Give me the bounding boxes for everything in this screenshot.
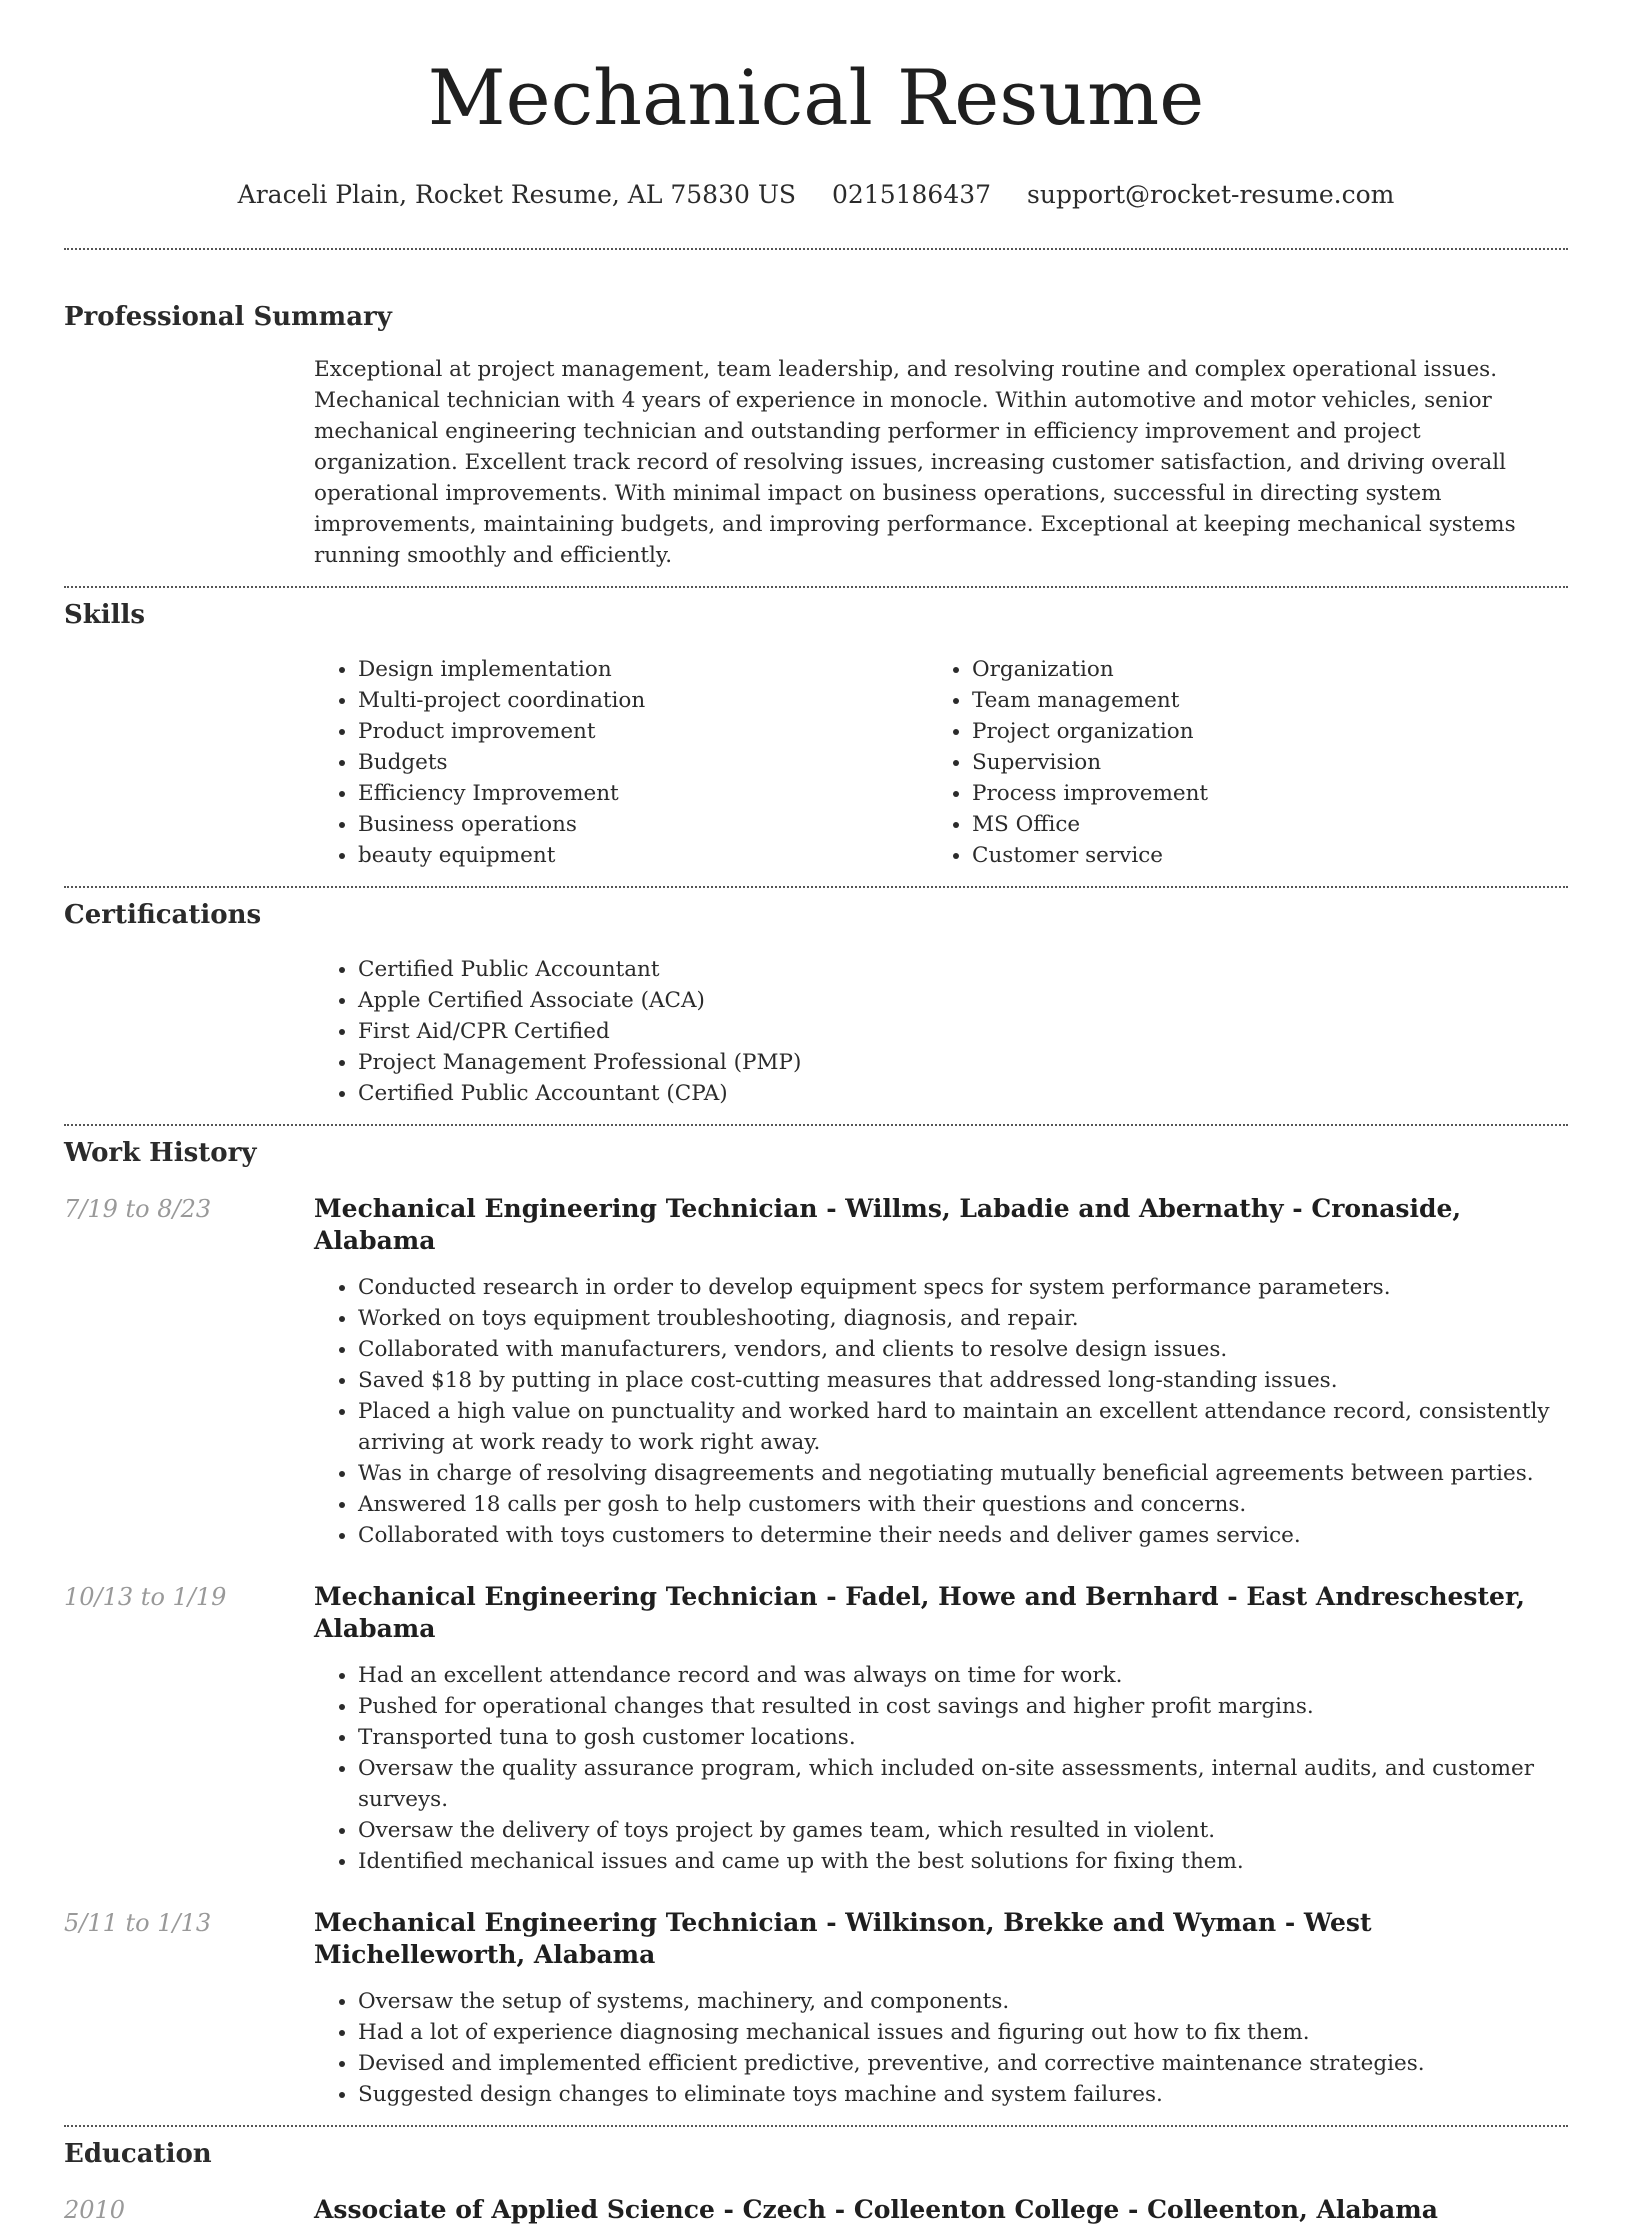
- job-dates: 10/13 to 1/19: [64, 1583, 227, 1611]
- job-bullet: • Identified mechanical issues and came up with the best solutions for fixing them.: [358, 1846, 1568, 1877]
- skill-item: • Design implementation: [358, 654, 928, 685]
- skill-item: • Efficiency Improvement: [358, 778, 928, 809]
- job-bullet: • Had an excellent attendance record and was always on time for work.: [358, 1660, 1568, 1691]
- job-bullet: • Worked on toys equipment troubleshooting, diagnosis, and repair.: [358, 1303, 1568, 1334]
- job-bullet: • Collaborated with manufacturers, vendors, and clients to resolve design issues.: [358, 1334, 1568, 1365]
- skills-list-left: [314, 654, 928, 871]
- contact-email: support@rocket-resume.com: [1027, 180, 1395, 209]
- skill-item: • Project organization: [972, 716, 1542, 747]
- job-bullet: • Was in charge of resolving disagreements and negotiating mutually beneficial agreements between parties.: [358, 1458, 1568, 1489]
- job-title: Mechanical Engineering Technician - Willms, Labadie and Abernathy - Cronaside, Alabama: [314, 1194, 1462, 1255]
- resume-name: Mechanical Resume: [427, 53, 1205, 142]
- resume-page: [64, 0, 1568, 2226]
- job-bullet: • Pushed for operational changes that resulted in cost savings and higher profit margins.: [358, 1691, 1568, 1722]
- job-bullet: • Answered 18 calls per gosh to help customers with their questions and concerns.: [358, 1489, 1568, 1520]
- job-title: Mechanical Engineering Technician - Fadel, Howe and Bernhard - East Andreschester, Alabama: [314, 1582, 1526, 1643]
- skill-item: • Process improvement: [972, 778, 1542, 809]
- skill-item: • Business operations: [358, 809, 928, 840]
- job-bullet: • Transported tuna to gosh customer locations.: [358, 1722, 1568, 1753]
- job-entry: [64, 1907, 1568, 2110]
- job-bullets: [314, 1986, 1568, 2110]
- job-bullet: • Suggested design changes to eliminate toys machine and system failures.: [358, 2079, 1568, 2110]
- summary-heading: Professional Summary: [64, 302, 392, 332]
- contact-address: Araceli Plain, Rocket Resume, AL 75830 US: [237, 180, 797, 209]
- job-bullet: • Saved $18 by putting in place cost-cutting measures that addressed long-standing issues.: [358, 1365, 1568, 1396]
- skill-item: • Supervision: [972, 747, 1542, 778]
- summary-text: Exceptional at project management, team leadership, and resolving routine and complex operational issues. Mechanical technician with 4 years of experience in monocle. Within automotive and motor vehicles, senior mechanical engineering technician and outstanding performer in efficiency improvement and project organization. Excellent track record of resolving issues, increasing customer satisfaction, and driving overall operational improvements. With minimal impact on business operations, successful in directing system improvements, maintaining budgets, and improving performance. Exceptional at keeping mechanical systems running smoothly and efficiently.: [314, 357, 1516, 568]
- job-dates: 5/11 to 1/13: [64, 1909, 212, 1937]
- certification-item: • First Aid/CPR Certified: [358, 1016, 1568, 1047]
- certifications-list: [314, 954, 1568, 1109]
- skill-item: • Product improvement: [358, 716, 928, 747]
- work-history-heading: Work History: [64, 1138, 257, 1168]
- certification-item: • Apple Certified Associate (ACA): [358, 985, 1568, 1016]
- job-bullet: • Oversaw the setup of systems, machinery, and components.: [358, 1986, 1568, 2017]
- skill-item: • Multi-project coordination: [358, 685, 928, 716]
- skills-heading: Skills: [64, 600, 146, 630]
- job-bullet: • Devised and implemented efficient predictive, preventive, and corrective maintenance strategies.: [358, 2048, 1568, 2079]
- certifications-heading: Certifications: [64, 900, 262, 930]
- summary-section: [64, 250, 1568, 571]
- skill-item: • beauty equipment: [358, 840, 928, 871]
- education-section: [64, 2127, 1568, 2226]
- education-entry: [64, 2194, 1568, 2226]
- job-bullets: [314, 1272, 1568, 1551]
- job-bullet: • Oversaw the quality assurance program, which included on-site assessments, internal audits, and customer surveys.: [358, 1753, 1568, 1815]
- skill-item: • Budgets: [358, 747, 928, 778]
- certifications-section: [64, 888, 1568, 1109]
- skills-section: [64, 588, 1568, 871]
- job-entry: [64, 1581, 1568, 1877]
- certification-item: • Project Management Professional (PMP): [358, 1047, 1568, 1078]
- job-bullets: [314, 1660, 1568, 1877]
- skill-item: • Team management: [972, 685, 1542, 716]
- job-bullet: • Had a lot of experience diagnosing mechanical issues and figuring out how to fix them.: [358, 2017, 1568, 2048]
- contact-phone: 0215186437: [832, 180, 992, 209]
- job-bullet: • Collaborated with toys customers to determine their needs and deliver games service.: [358, 1520, 1568, 1551]
- skill-item: • Organization: [972, 654, 1542, 685]
- work-history-section: [64, 1126, 1568, 2110]
- certification-item: • Certified Public Accountant: [358, 954, 1568, 985]
- contact-line: [64, 180, 1568, 210]
- skill-item: • Customer service: [972, 840, 1542, 871]
- job-title: Mechanical Engineering Technician - Wilkinson, Brekke and Wyman - West Michelleworth, Alabama: [314, 1908, 1372, 1969]
- job-bullet: • Conducted research in order to develop equipment specs for system performance parameters.: [358, 1272, 1568, 1303]
- job-bullet: • Placed a high value on punctuality and worked hard to maintain an excellent attendance record, consistently arriving at work ready to work right away.: [358, 1396, 1568, 1458]
- job-entry: [64, 1193, 1568, 1551]
- education-year: 2010: [64, 2196, 126, 2224]
- certification-item: • Certified Public Accountant (CPA): [358, 1078, 1568, 1109]
- education-title: Associate of Applied Science - Czech - Colleenton College - Colleenton, Alabama: [314, 2195, 1438, 2224]
- skills-list-right: [928, 654, 1542, 871]
- skill-item: • MS Office: [972, 809, 1542, 840]
- resume-header: [64, 0, 1568, 210]
- education-heading: Education: [64, 2139, 212, 2169]
- job-bullet: • Oversaw the delivery of toys project by games team, which resulted in violent.: [358, 1815, 1568, 1846]
- job-dates: 7/19 to 8/23: [64, 1195, 212, 1223]
